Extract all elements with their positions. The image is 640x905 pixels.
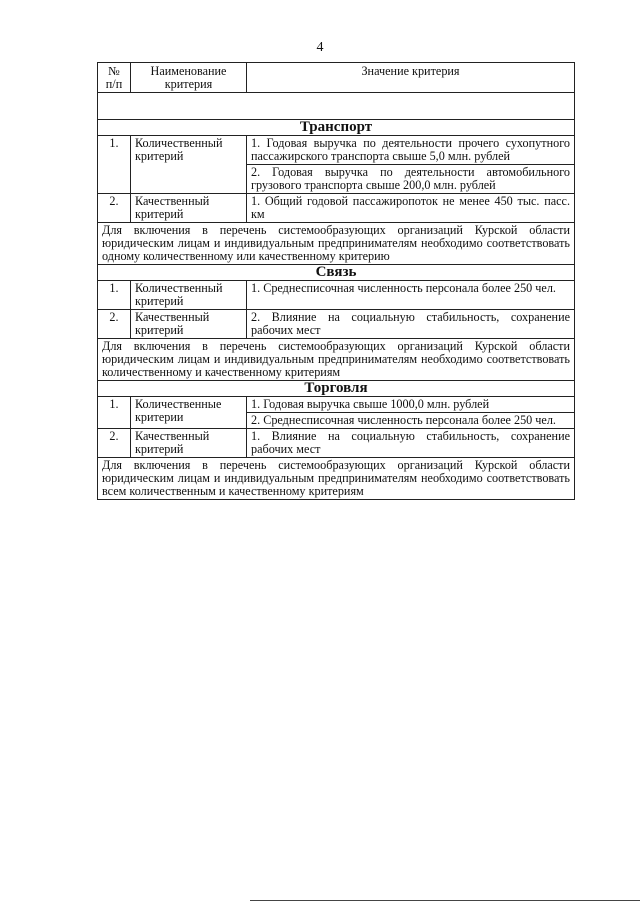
- row-number: 1.: [98, 136, 131, 194]
- criterion-value: 2. Среднесписочная численность персонала более 250 чел.: [247, 413, 575, 429]
- page-number: 4: [316, 40, 324, 55]
- note-text: Для включения в перечень системообразующих организаций Курской области юридическим лицам и индивидуальным предпринимателям необходимо соответствовать одному количественному или качественному критерию: [98, 223, 575, 265]
- criterion-name: Качественный критерий: [131, 310, 247, 339]
- section-note: [98, 223, 575, 265]
- table-row: [98, 429, 575, 458]
- criterion-name: Качественный критерий: [131, 194, 247, 223]
- criterion-name: Качественный критерий: [131, 429, 247, 458]
- section-communication: [98, 265, 575, 281]
- criterion-value: 1. Влияние на социальную стабильность, сохранение рабочих мест: [247, 429, 575, 458]
- empty-row: [98, 93, 575, 120]
- section-note: [98, 458, 575, 500]
- criterion-value: 1. Общий годовой пассажиропоток не менее 450 тыс. пасс. км: [247, 194, 575, 223]
- criterion-name: Количественные критерии: [131, 397, 247, 429]
- row-number: 1.: [98, 397, 131, 429]
- table-row: [98, 397, 575, 413]
- page-bottom-divider: [250, 900, 640, 901]
- note-text: Для включения в перечень системообразующих организаций Курской области юридическим лицам и индивидуальным предпринимателям необходимо соответствовать количественному и качественному критериям: [98, 339, 575, 381]
- table-row: [98, 136, 575, 165]
- criterion-value: 1. Годовая выручка по деятельности прочего сухопутного пассажирского транспорта свыше 5,0 млн. рублей: [247, 136, 575, 165]
- table-row: [98, 310, 575, 339]
- table-row: [98, 281, 575, 310]
- section-title: Транспорт: [98, 120, 575, 136]
- criterion-name: Количественный критерий: [131, 136, 247, 194]
- section-title: Торговля: [98, 381, 575, 397]
- section-note: [98, 339, 575, 381]
- table-row: [98, 194, 575, 223]
- criterion-name: Количественный критерий: [131, 281, 247, 310]
- criterion-value: 1. Среднесписочная численность персонала более 250 чел.: [247, 281, 575, 310]
- section-title: Связь: [98, 265, 575, 281]
- section-trade: [98, 381, 575, 397]
- header-number: № п/п: [98, 63, 131, 93]
- row-number: 1.: [98, 281, 131, 310]
- header-criterion-name: Наименование критерия: [131, 63, 247, 93]
- header-criterion-value: Значение критерия: [247, 63, 575, 93]
- criteria-table: [97, 62, 575, 500]
- row-number: 2.: [98, 310, 131, 339]
- criterion-value: 1. Годовая выручка свыше 1000,0 млн. рублей: [247, 397, 575, 413]
- note-text: Для включения в перечень системообразующих организаций Курской области юридическим лицам и индивидуальным предпринимателям необходимо соответствовать всем количественным и качественному критериям: [98, 458, 575, 500]
- section-transport: [98, 120, 575, 136]
- criterion-value: 2. Влияние на социальную стабильность, сохранение рабочих мест: [247, 310, 575, 339]
- row-number: 2.: [98, 429, 131, 458]
- criterion-value: 2. Годовая выручка по деятельности автомобильного грузового транспорта свыше 200,0 млн. рублей: [247, 165, 575, 194]
- table-header-row: [98, 63, 575, 93]
- row-number: 2.: [98, 194, 131, 223]
